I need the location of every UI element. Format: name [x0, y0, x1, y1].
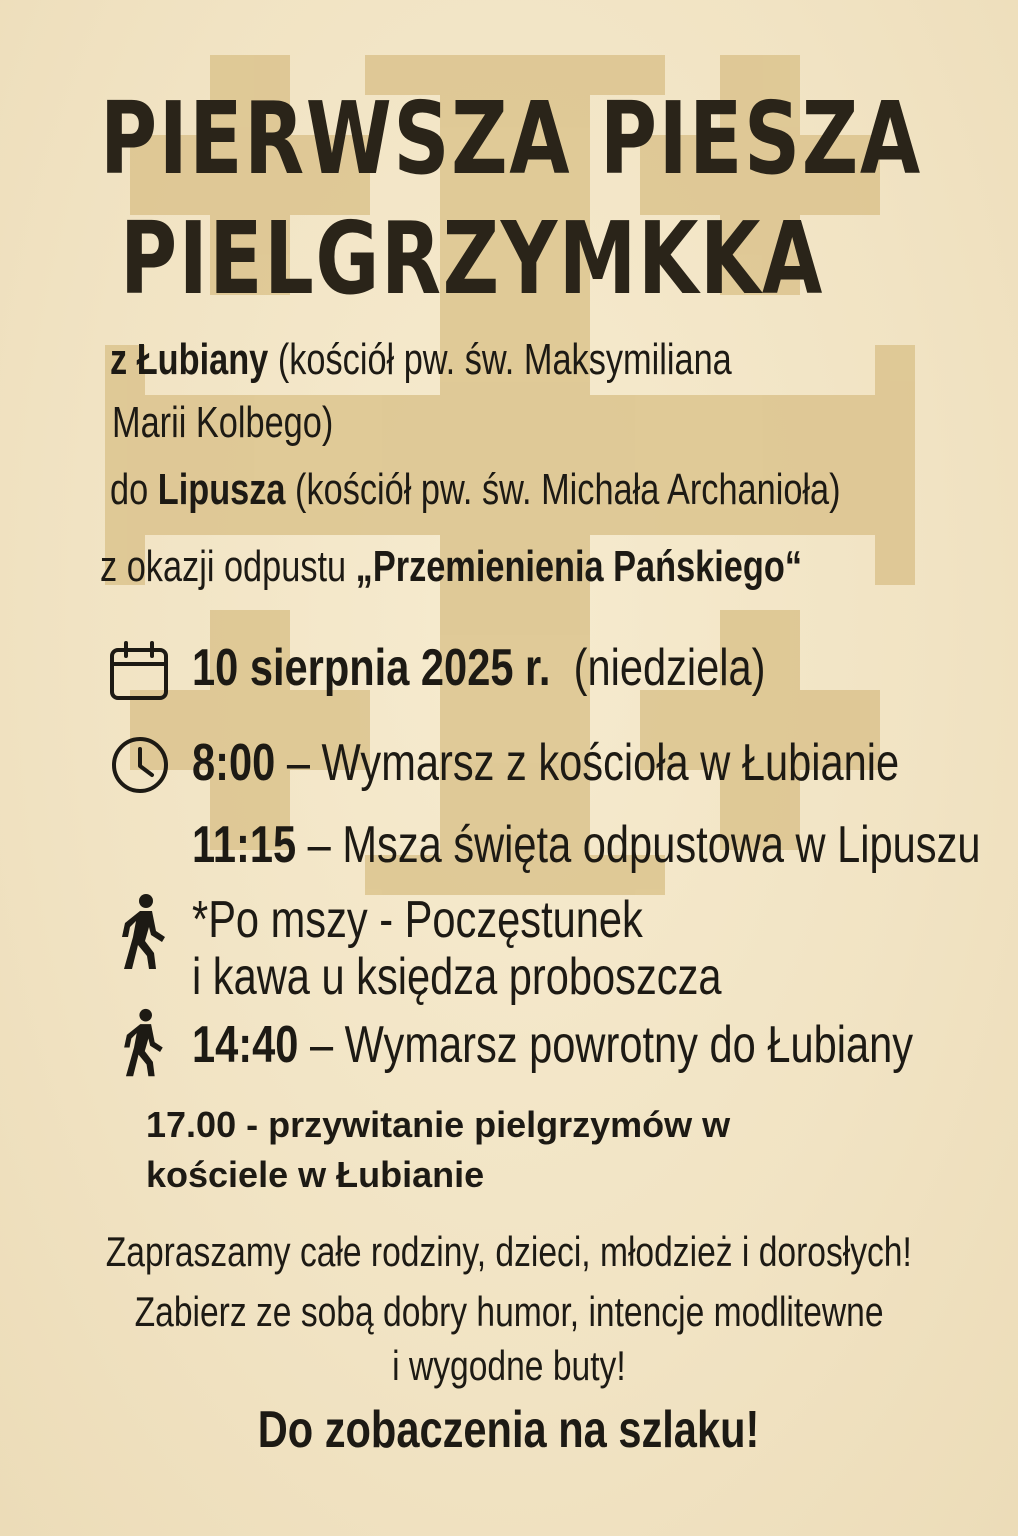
invitation-line-3: i wygodne buty!	[392, 1342, 626, 1389]
title-line-1: PIERWSZA PIESZA	[100, 80, 922, 197]
after-mass-line-2: i kawa u księdza proboszcza	[192, 948, 722, 1006]
occasion-prefix: z okazji odpustu	[100, 542, 347, 591]
route-to	[110, 465, 841, 515]
closing-text: Do zobaczenia na szlaku!	[258, 1401, 760, 1459]
clock-icon	[110, 735, 170, 795]
welcome-line-1: 17.00 - przywitanie pielgrzymów w	[146, 1104, 731, 1145]
date-text: 10 sierpnia 2025 r.	[192, 639, 551, 697]
weekday: (niedziela)	[573, 639, 766, 697]
invitation-line-3-row	[0, 1342, 1018, 1390]
invitation-line-1-row	[0, 1228, 1018, 1276]
from-prefix: z	[110, 335, 128, 384]
closing-row	[0, 1400, 1018, 1460]
schedule-time: 8:00	[192, 734, 276, 792]
schedule-time: 11:15	[192, 816, 297, 874]
to-prefix: do	[110, 465, 149, 514]
schedule-time: 14:40	[192, 1016, 299, 1074]
schedule-item-4	[192, 1015, 913, 1075]
from-place: Łubiany	[136, 335, 269, 384]
route-from	[110, 335, 732, 385]
welcome-line-2: kościele w Łubianie	[146, 1154, 485, 1195]
schedule-item-1	[192, 733, 899, 793]
walking-person-icon	[118, 1008, 168, 1078]
walking-person-icon	[118, 893, 168, 971]
invitation-line-2-row	[0, 1288, 1018, 1336]
occasion	[100, 542, 802, 592]
event-date	[192, 638, 766, 698]
schedule-text: – Msza święta odpustowa w Lipuszu	[307, 816, 981, 874]
to-church: (kościół pw. św. Michała Archanioła)	[295, 465, 841, 514]
invitation-line-2: Zabierz ze sobą dobry humor, intencje modlitewne	[134, 1288, 884, 1335]
schedule-text: – Wymarsz powrotny do Łubiany	[309, 1016, 914, 1074]
occasion-name: „Przemienienia Pańskiego“	[355, 542, 802, 591]
to-place: Lipusza	[157, 465, 286, 514]
after-mass-line-1: *Po mszy - Poczęstunek	[192, 891, 643, 949]
schedule-item-2	[192, 815, 981, 875]
calendar-icon	[108, 640, 170, 702]
title-line-2: PIELGRZYMKKA	[120, 200, 824, 317]
invitation-line-1: Zapraszamy całe rodziny, dzieci, młodzież i dorosłych!	[105, 1228, 913, 1275]
from-church-line-2: Marii Kolbego)	[112, 398, 334, 447]
from-church-line-1: (kościół pw. św. Maksymiliana	[277, 335, 732, 384]
schedule-text: – Wymarsz z kościoła w Łubianie	[286, 734, 900, 792]
